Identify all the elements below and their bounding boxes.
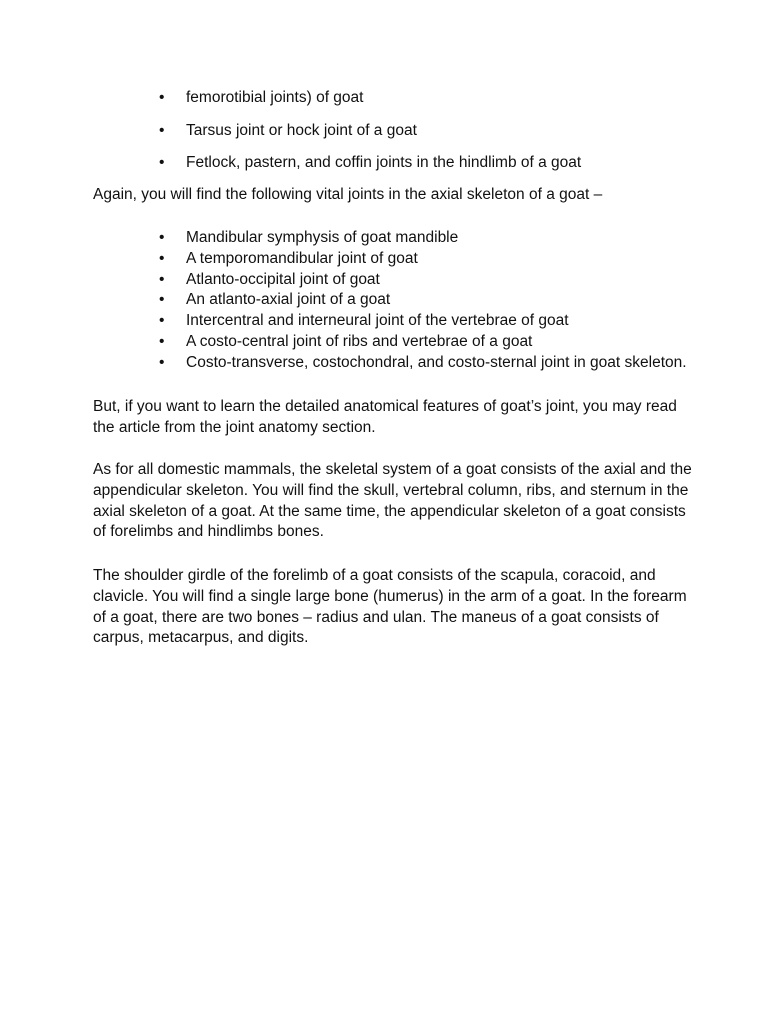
list-item	[0, 290, 768, 311]
list-item-text: An atlanto-axial joint of a goat	[186, 291, 391, 309]
forelimb-paragraph: The shoulder girdle of the forelimb of a goat consists of the scapula, coracoid, and clavicle. You will find a single large bone (humerus) in the arm of a goat. In the forearm of a goat, there are two bones – radius and ulan. The maneus of a goat consists of carpus, metacarpus, and digits.	[93, 567, 687, 647]
bullet-icon: •	[159, 121, 165, 139]
list-item	[0, 270, 768, 291]
bullet-icon: •	[159, 332, 165, 350]
list-item	[0, 152, 768, 174]
bullet-icon: •	[159, 312, 165, 330]
list-item-text: Intercentral and interneural joint of the vertebrae of goat	[186, 312, 569, 330]
bullet-icon: •	[159, 353, 165, 371]
list-item-text: Atlanto-occipital joint of goat	[186, 270, 380, 288]
list-item	[0, 249, 768, 270]
list-item-text: Tarsus joint or hock joint of a goat	[186, 121, 417, 139]
list-item-text: Costo-transverse, costochondral, and costo-sternal joint in goat skeleton.	[186, 353, 687, 371]
list-item	[0, 353, 768, 374]
bullet-icon: •	[159, 291, 165, 309]
list-item-text: Mandibular symphysis of goat mandible	[186, 229, 459, 246]
bullet-icon: •	[159, 229, 165, 246]
list-item	[0, 332, 768, 353]
list-item	[0, 120, 768, 142]
list-item-text: Fetlock, pastern, and coffin joints in the hindlimb of a goat	[186, 154, 582, 171]
joint-anatomy-paragraph: But, if you want to learn the detailed anatomical features of goat’s joint, you may read the article from the joint anatomy section.	[93, 398, 677, 436]
hindlimb-joints-list	[0, 87, 768, 185]
list-item-text: A costo-central joint of ribs and vertebrae of a goat	[186, 332, 533, 350]
list-item-text: femorotibial joints) of goat	[186, 89, 364, 106]
bullet-icon: •	[159, 89, 165, 106]
intro-paragraph: Again, you will find the following vital joints in the axial skeleton of a goat –	[93, 186, 603, 203]
list-item	[0, 311, 768, 332]
axial-joints-list	[0, 228, 768, 374]
bullet-icon: •	[159, 154, 165, 171]
bullet-icon: •	[159, 249, 165, 267]
list-item	[0, 87, 768, 109]
bullet-icon: •	[159, 270, 165, 288]
list-item	[0, 228, 768, 249]
list-item-text: A temporomandibular joint of goat	[186, 249, 418, 267]
skeletal-system-paragraph: As for all domestic mammals, the skeletal system of a goat consists of the axial and the appendicular skeleton. You will find the skull, vertebral column, ribs, and sternum in the axial skeleton of a goat. At the same time, the appendicular skeleton of a goat consists of forelimbs and hindlimbs bones.	[93, 461, 692, 541]
